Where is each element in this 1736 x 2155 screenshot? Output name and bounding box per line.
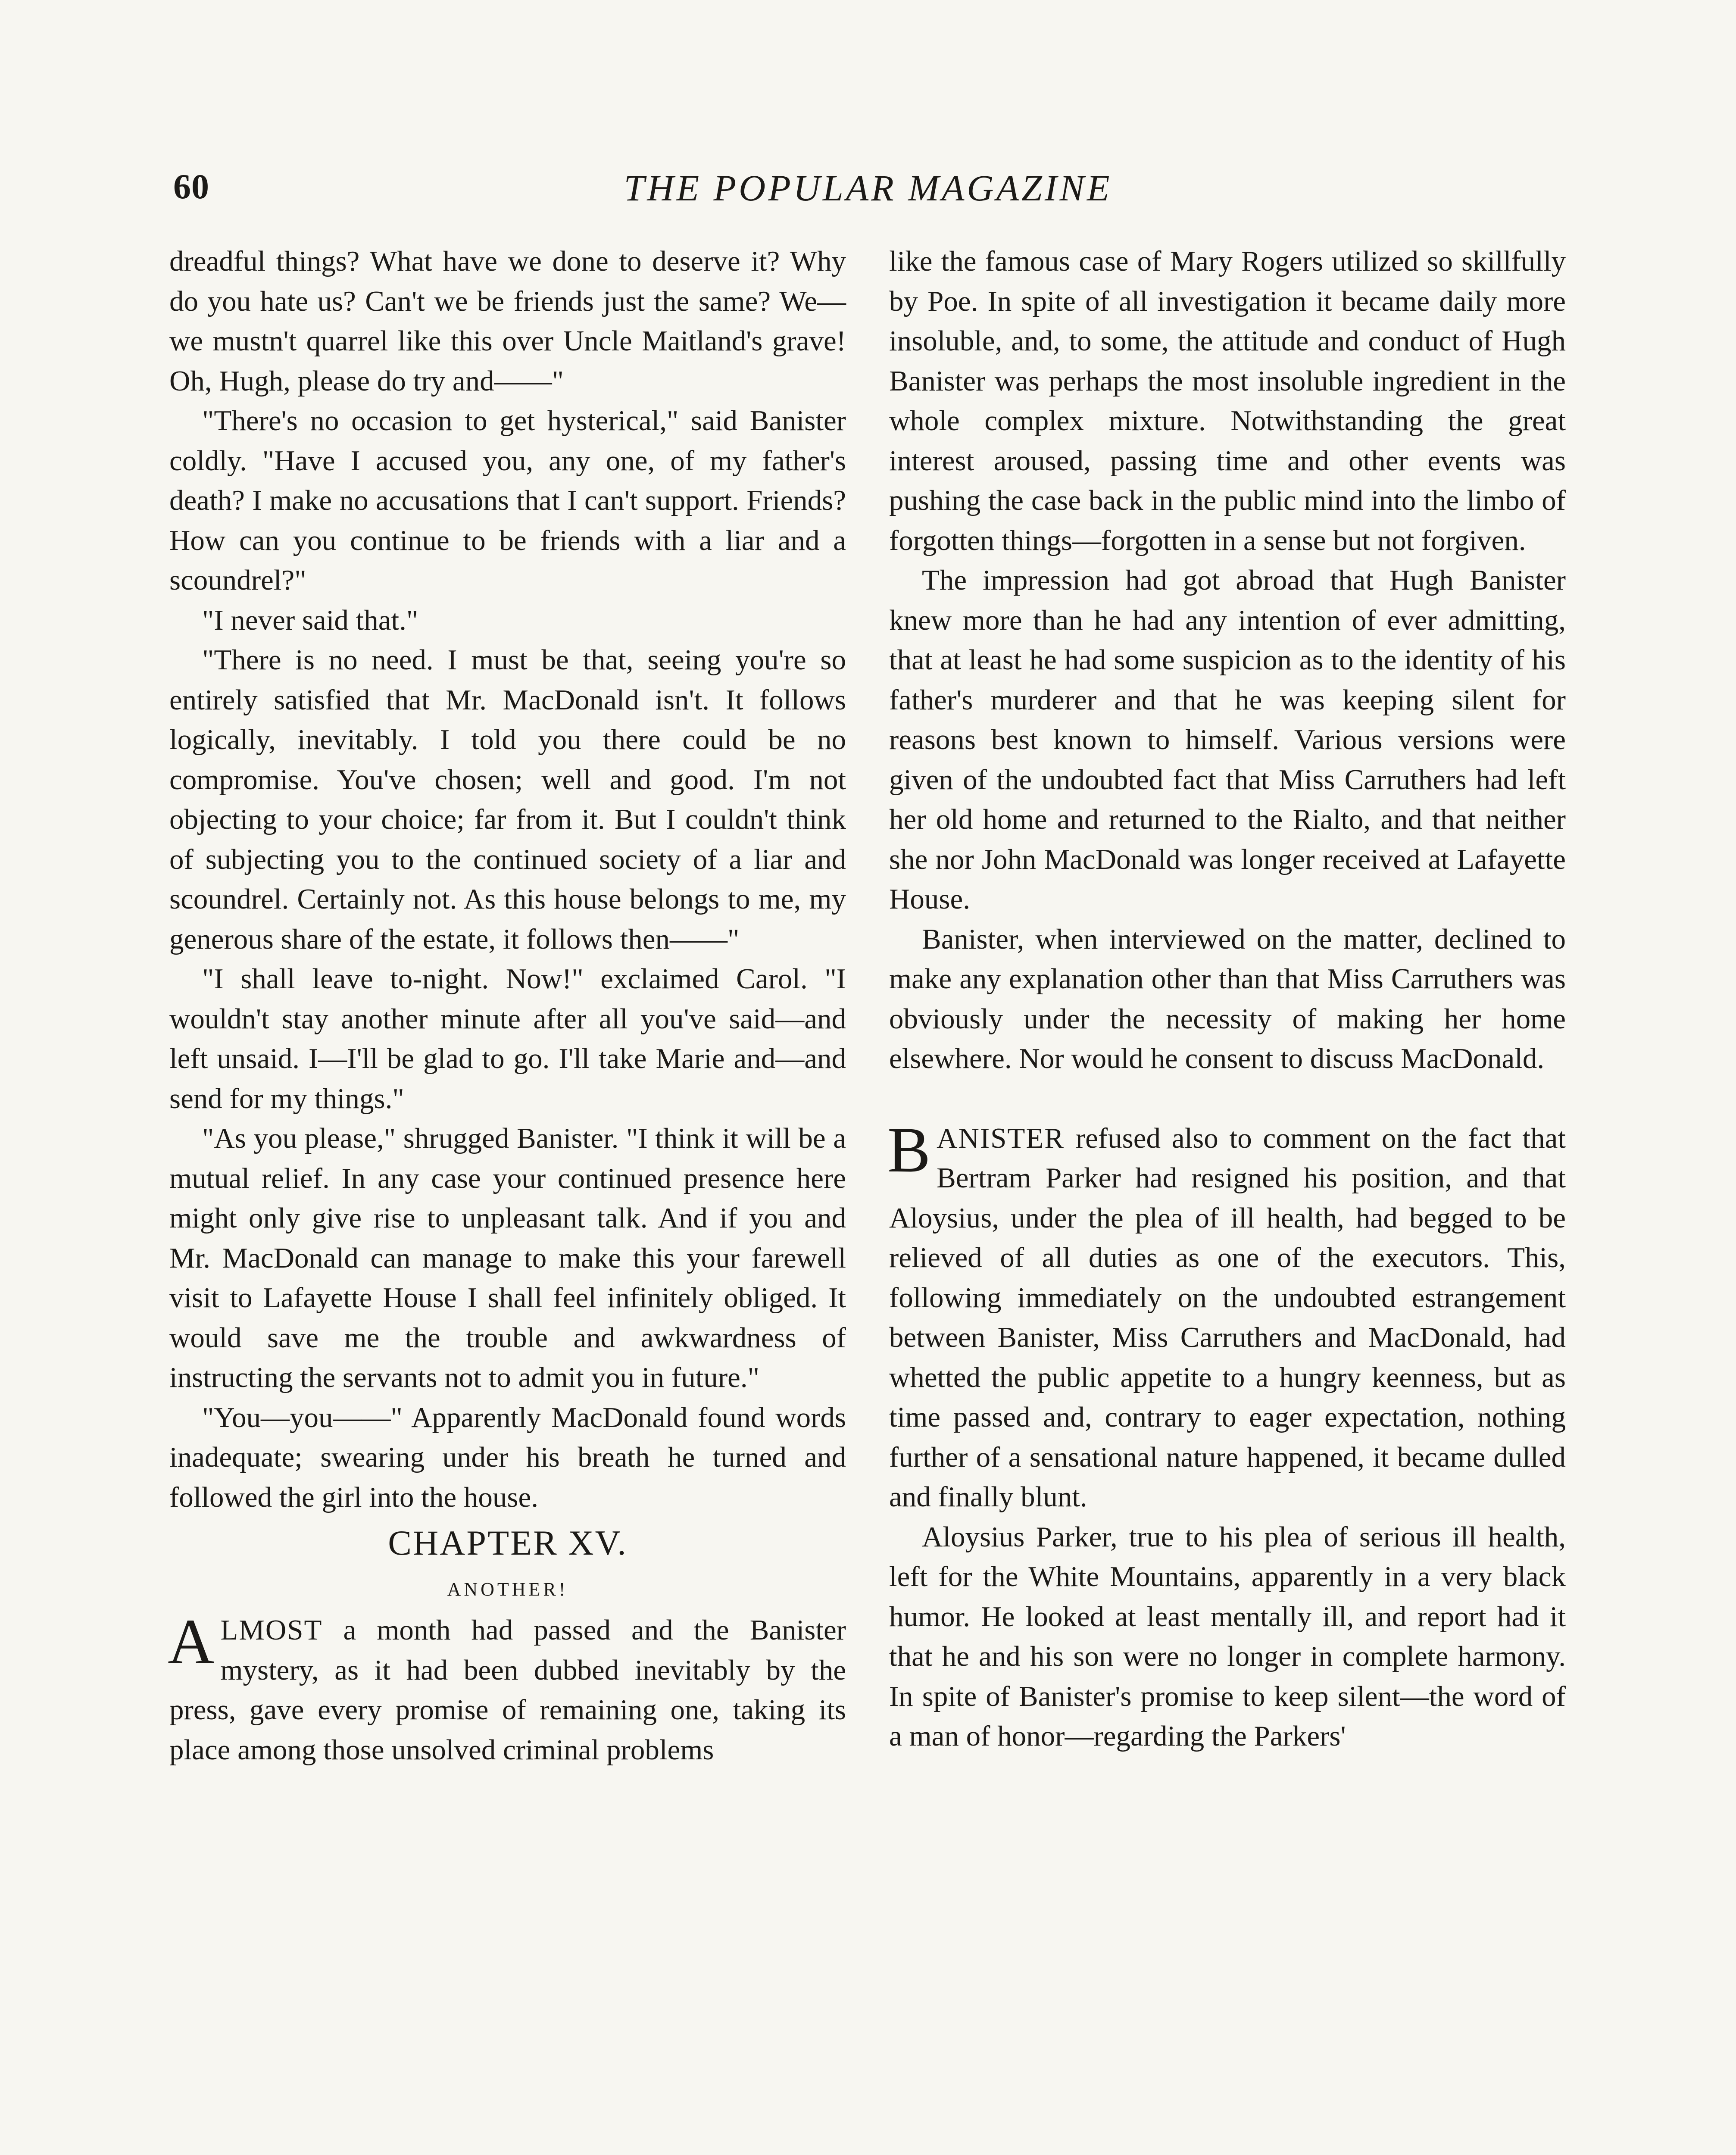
page-number: 60	[173, 167, 209, 206]
paragraph: The impression had got abroad that Hugh Banister knew more than he had any intention of ever admitting, that at least he had some suspicion as to the identity of his father's murderer and that he was keeping silent for reasons best known to himself. Various versions were given of the undoubted fact that Miss Carruthers had left her old home and returned to the Rialto, and that neither she nor John MacDonald was longer received at Lafayette House.	[889, 564, 1566, 915]
paragraph: "You—you——" Apparently MacDonald found words inadequate; swearing under his breath he turned and followed the girl into the house.	[169, 1401, 846, 1513]
paragraph: Aloysius Parker, true to his plea of serious ill health, left for the White Mountains, apparently in a very black humor. He looked at least mentally ill, and report had it that he and his son were no longer in complete harmony. In spite of Banister's promise to keep silent—the word of a man of honor—regarding the Parkers'	[889, 1521, 1566, 1752]
paragraph: "I shall leave to-night. Now!" exclaimed Carol. "I wouldn't stay another minute after all you've said—and left unsaid. I—I'll be glad to go. I'll take Marie and—and send for my things."	[169, 963, 846, 1115]
paragraph: dreadful things? What have we done to deserve it? Why do you hate us? Can't we be friends just the same? We—we mustn't quarrel like this over Uncle Maitland's grave! Oh, Hugh, please do try and——"	[169, 245, 846, 397]
paragraph-with-drop-cap	[168, 1606, 846, 1770]
left-column	[169, 241, 846, 1770]
paragraph: "As you please," shrugged Banister. "I think it will be a mutual relief. In any case your continued presence here might only give rise to unpleasant talk. And if you and Mr. MacDonald can manage to make this your farewell visit to Lafayette House I shall feel infinitely obliged. It would save me the trouble and awkwardness of instructing the servants not to admit you in future."	[169, 1122, 846, 1393]
drop-cap: B	[887, 1114, 931, 1186]
chapter-subtitle: ANOTHER!	[447, 1579, 568, 1600]
small-caps-lead: LMOST	[220, 1614, 323, 1646]
paragraph: "There is no need. I must be that, seeing you're so entirely satisfied that Mr. MacDonald isn't. It follows logically, inevitably. I told you there could be no compromise. You've chosen; well and good. I'm not objecting to your choice; far from it. But I couldn't think of subjecting you to the continued society of a liar and scoundrel. Certainly not. As this house belongs to me, my generous share of the estate, it follows then——"	[169, 644, 846, 955]
small-caps-lead: ANISTER	[937, 1122, 1065, 1154]
running-head: THE POPULAR MAGAZINE	[624, 167, 1112, 209]
paragraph: Banister, when interviewed on the matter, declined to make any explanation other than that Miss Carruthers was obviously under the necessity of making her home elsewhere. Nor would he consent to discuss MacDonald.	[889, 923, 1566, 1074]
paragraph-text: refused also to comment on the fact that Bertram Parker had resigned his position, and that Aloysius, under the plea of ill health, had begged to be relieved of all duties as one of the executors. This, following immediately on the undoubted estrangement between Banister, Miss Carruthers and MacDonald, had whetted the public appetite to a hungry keenness, but as time passed and, contrary to eager expectation, nothing further of a sensational nature happened, it became dulled and finally blunt.	[889, 1122, 1566, 1513]
paragraph: like the famous case of Mary Rogers utilized so skillfully by Poe. In spite of all investigation it became daily more insoluble, and, to some, the attitude and conduct of Hugh Banister was perhaps the most insoluble ingredient in the whole complex mixture. Notwithstanding the great interest aroused, passing time and other events was pushing the case back in the public mind into the limbo of forgotten things—forgotten in a sense but not forgiven.	[889, 245, 1566, 556]
paragraph-text: a month had passed and the Banister mystery, as it had been dubbed inevitably by the press, gave every promise of remaining one, taking its place among those unsolved criminal problems	[169, 1614, 846, 1766]
paragraph: "I never said that."	[202, 604, 418, 636]
paragraph: "There's no occasion to get hysterical," said Banister coldly. "Have I accused you, any one, of my father's death? I make no accusations that I can't support. Friends? How can you continue to be friends with a liar and a scoundrel?"	[169, 405, 846, 596]
chapter-heading: CHAPTER XV.	[388, 1523, 628, 1562]
drop-cap: A	[168, 1606, 215, 1677]
right-column	[889, 241, 1566, 1756]
paragraph-with-drop-cap	[887, 1114, 1566, 1517]
